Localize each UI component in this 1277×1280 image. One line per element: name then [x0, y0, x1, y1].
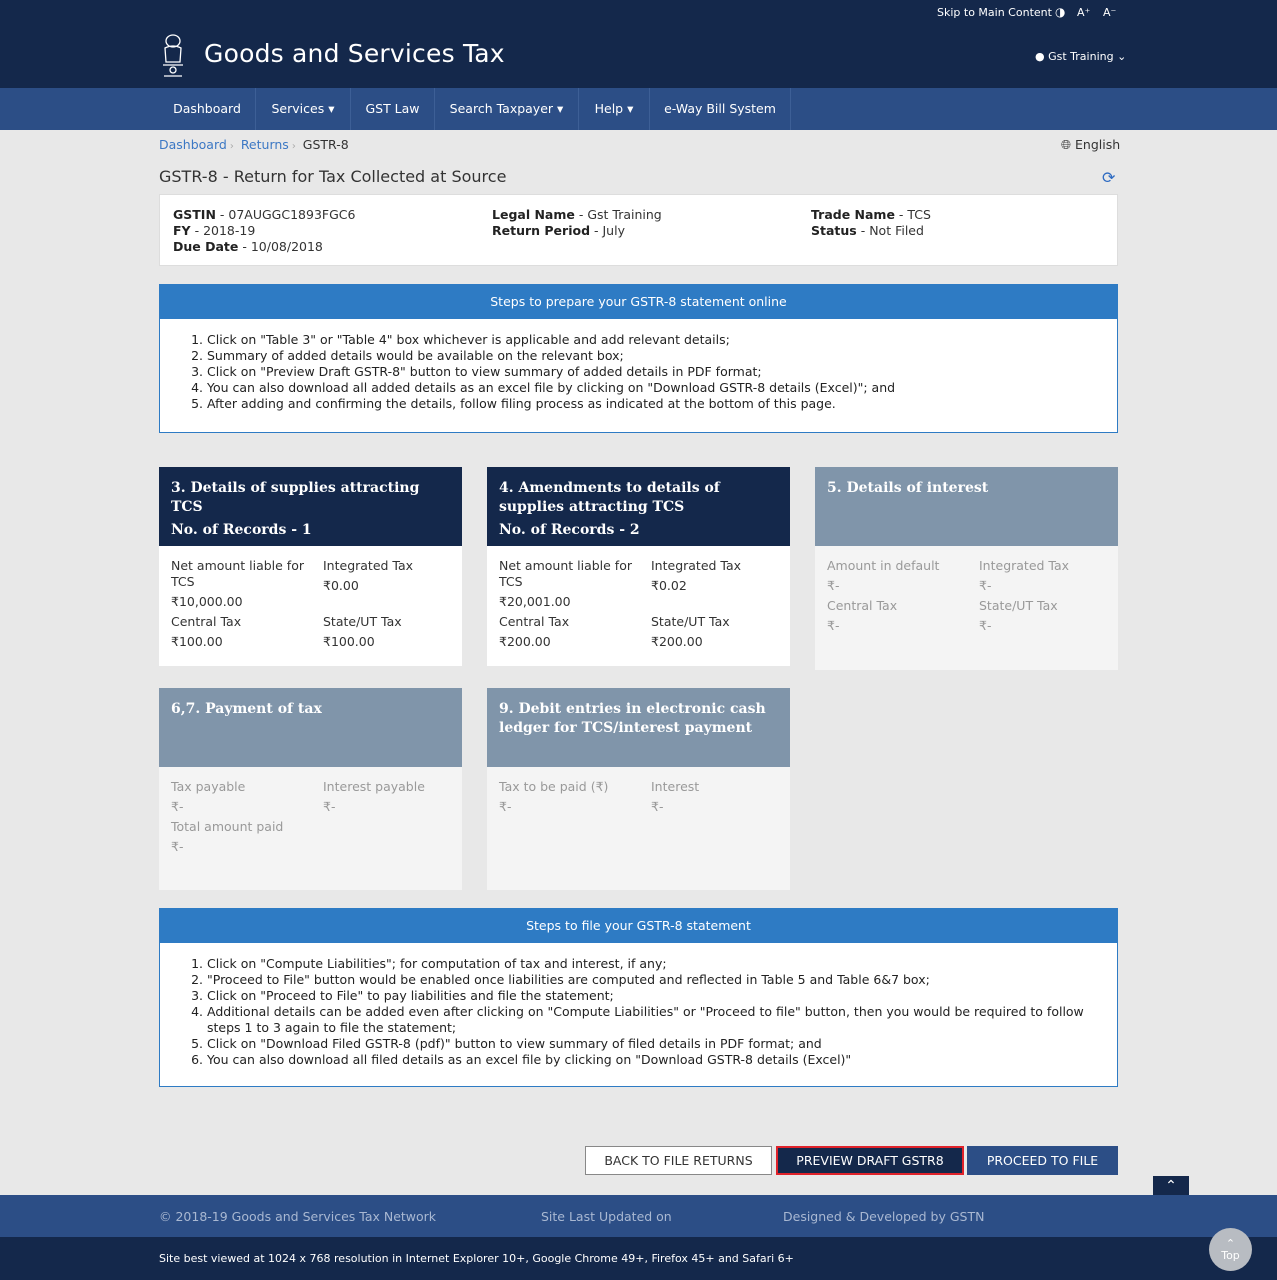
language-label: English [1075, 137, 1121, 152]
scroll-up-tab[interactable] [1153, 1176, 1189, 1196]
tile-title: 4. Amendments to details of supplies attracting TCS [499, 480, 720, 515]
tile-table-4[interactable] [487, 467, 790, 666]
state-tax-value: ₹100.00 [323, 634, 375, 649]
proceed-to-file-button[interactable]: PROCEED TO FILE [967, 1146, 1118, 1175]
tile-table-9 [487, 688, 790, 890]
language-selector[interactable] [1061, 137, 1120, 153]
breadcrumb-returns[interactable]: Returns [240, 137, 289, 152]
tax-to-pay-label: Tax to be paid (₹) [499, 779, 609, 794]
chevron-down-icon: ⌄ [1117, 50, 1127, 63]
user-menu[interactable] [1035, 50, 1126, 63]
tile-title: 3. Details of supplies attracting TCS [171, 480, 420, 515]
due-date-row: Due Date - 10/08/2018 [173, 239, 323, 254]
records-count: No. of Records - 2 [499, 522, 640, 538]
site-updated-text: Site Last Updated on [541, 1209, 672, 1224]
file-steps-title: Steps to file your GSTR-8 statement [160, 909, 1117, 943]
national-emblem-icon [159, 32, 187, 80]
preview-draft-button[interactable]: PREVIEW DRAFT GSTR8 [776, 1146, 964, 1175]
net-amount-value: ₹20,001.00 [499, 594, 571, 609]
contrast-icon[interactable]: ◑ [1055, 5, 1066, 19]
site-header [0, 24, 1277, 88]
state-tax-label: State/UT Tax [979, 598, 1058, 613]
list-item: 1. Click on "Table 3" or "Table 4" box whichever is applicable and add relevant details; [207, 332, 1117, 348]
central-tax-label: Central Tax [827, 598, 898, 613]
tile-body [159, 767, 462, 854]
list-item: 5. Click on "Download Filed GSTR-8 (pdf)" button to view summary of filed details in PDF format; and [207, 1036, 1103, 1052]
site-title[interactable]: Goods and Services Tax [204, 39, 505, 68]
nav-search-taxpayer[interactable]: Search Taxpayer ▾ [435, 88, 579, 130]
central-tax-value: ₹- [827, 618, 840, 633]
chevron-up-icon: ⌃ [1165, 1178, 1177, 1194]
central-tax-value: ₹200.00 [499, 634, 551, 649]
net-amount-label: Net amount liable for TCS [171, 558, 304, 589]
legal-name-row: Legal Name - Gst Training [492, 207, 662, 222]
nav-gst-law[interactable]: GST Law [351, 88, 435, 130]
file-steps-panel [159, 908, 1118, 1087]
list-item: 5. After adding and confirming the details, follow filing process as indicated at the bottom of this page. [207, 396, 1117, 412]
integrated-tax-value: ₹- [979, 578, 992, 593]
skip-to-content-link[interactable]: Skip to Main Content [937, 6, 1052, 19]
net-amount-value: ₹10,000.00 [171, 594, 243, 609]
caret-down-icon: ▾ [627, 101, 634, 116]
return-info-panel [159, 194, 1118, 266]
integrated-tax-value: ₹0.00 [323, 578, 359, 593]
gstin-row: GSTIN - 07AUGGC1893FGC6 [173, 207, 356, 222]
prepare-steps-title: Steps to prepare your GSTR-8 statement online [160, 285, 1117, 319]
total-paid-label: Total amount paid [171, 819, 284, 834]
list-item: 3. Click on "Proceed to File" to pay liabilities and file the statement; [207, 988, 1103, 1004]
page-title: GSTR-8 - Return for Tax Collected at Source [159, 167, 507, 186]
tax-payable-label: Tax payable [171, 779, 246, 794]
nav-dashboard[interactable]: Dashboard [159, 88, 256, 130]
net-amount-label: Net amount liable for TCS [499, 558, 632, 589]
tile-table-5 [815, 467, 1118, 670]
return-period-row: Return Period - July [492, 223, 625, 238]
list-item: 1. Click on "Compute Liabilities"; for computation of tax and interest, if any; [207, 956, 1103, 972]
interest-label: Interest [651, 779, 700, 794]
browser-note: Site best viewed at 1024 x 768 resolution in Internet Explorer 10+, Google Chrome 49+, Firefox 45+ and Safari 6+ [159, 1252, 794, 1265]
refresh-icon[interactable]: ⟳ [1102, 168, 1116, 187]
main-nav [0, 88, 1277, 130]
total-paid-value: ₹- [171, 839, 184, 854]
utility-bar [0, 0, 1277, 24]
nav-services[interactable]: Services ▾ [256, 88, 351, 130]
integrated-tax-label: Integrated Tax [979, 558, 1070, 573]
prepare-steps-panel [159, 284, 1118, 433]
amount-default-value: ₹- [827, 578, 840, 593]
state-tax-value: ₹200.00 [651, 634, 703, 649]
interest-payable-value: ₹- [323, 799, 336, 814]
breadcrumb-separator: › [291, 141, 296, 152]
breadcrumb-current: GSTR-8 [302, 137, 349, 152]
nav-eway-bill[interactable]: e-Way Bill System [650, 88, 791, 130]
chevron-up-icon: ⌃ [1225, 1237, 1236, 1250]
file-steps-list [207, 956, 1103, 1068]
user-icon: ● [1035, 50, 1045, 63]
breadcrumb-separator: › [229, 141, 234, 152]
breadcrumb-dashboard[interactable]: Dashboard [159, 137, 227, 152]
tile-title: 5. Details of interest [815, 467, 1118, 546]
integrated-tax-label: Integrated Tax [323, 558, 414, 573]
status-row: Status - Not Filed [811, 223, 924, 238]
copyright-text: © 2018-19 Goods and Services Tax Network [159, 1209, 437, 1224]
tile-table-6-7 [159, 688, 462, 890]
amount-default-label: Amount in default [827, 558, 940, 573]
nav-help[interactable]: Help ▾ [579, 88, 650, 130]
list-item: 2. Summary of added details would be available on the relevant box; [207, 348, 1117, 364]
tax-payable-value: ₹- [171, 799, 184, 814]
designed-by-text: Designed & Developed by GSTN [783, 1209, 985, 1224]
list-item: 4. You can also download all added details as an excel file by clicking on "Download GSTR-8 details (Excel)"; and [207, 380, 1117, 396]
tile-body [159, 546, 462, 649]
central-tax-label: Central Tax [171, 614, 242, 629]
tile-title: 9. Debit entries in electronic cash ledger for TCS/interest payment [487, 688, 790, 767]
footer-note [0, 1237, 1277, 1280]
trade-name-row: Trade Name - TCS [811, 207, 931, 222]
state-tax-value: ₹- [979, 618, 992, 633]
breadcrumb [159, 137, 349, 152]
list-item: 3. Click on "Preview Draft GSTR-8" button to view summary of added details in PDF format; [207, 364, 1117, 380]
caret-down-icon: ▾ [328, 101, 335, 116]
back-to-top-button[interactable] [1209, 1228, 1252, 1271]
tile-body [487, 767, 790, 814]
records-count: No. of Records - 1 [171, 522, 312, 538]
list-item: 6. You can also download all filed details as an excel file by clicking on "Download GSTR-8 details (Excel)" [207, 1052, 1103, 1068]
tile-body [815, 546, 1118, 633]
tile-table-3[interactable] [159, 467, 462, 666]
integrated-tax-label: Integrated Tax [651, 558, 742, 573]
user-name: Gst Training [1048, 50, 1114, 63]
font-increase-button[interactable]: A⁺ [1077, 6, 1091, 19]
font-decrease-button[interactable]: A⁻ [1103, 6, 1117, 19]
list-item: 4. Additional details can be added even after clicking on "Compute Liabilities" or "Proceed to file" button, then you would be required to follow steps 1 to 3 again to file the statement; [207, 1004, 1103, 1036]
tile-title: 6,7. Payment of tax [159, 688, 462, 767]
tax-to-pay-value: ₹- [499, 799, 512, 814]
interest-value: ₹- [651, 799, 664, 814]
globe-icon: 🌐︎ [1061, 137, 1072, 152]
integrated-tax-value: ₹0.02 [651, 578, 687, 593]
footer-main [0, 1195, 1277, 1237]
list-item: 2. "Proceed to File" button would be enabled once liabilities are computed and reflected in Table 5 and Table 6&7 box; [207, 972, 1103, 988]
interest-payable-label: Interest payable [323, 779, 425, 794]
central-tax-label: Central Tax [499, 614, 570, 629]
top-label: Top [1221, 1249, 1240, 1262]
caret-down-icon: ▾ [557, 101, 564, 116]
fy-row: FY - 2018-19 [173, 223, 256, 238]
prepare-steps-list [207, 332, 1117, 412]
back-to-file-returns-button[interactable]: BACK TO FILE RETURNS [585, 1146, 772, 1175]
central-tax-value: ₹100.00 [171, 634, 223, 649]
state-tax-label: State/UT Tax [651, 614, 730, 629]
state-tax-label: State/UT Tax [323, 614, 402, 629]
tile-body [487, 546, 790, 649]
